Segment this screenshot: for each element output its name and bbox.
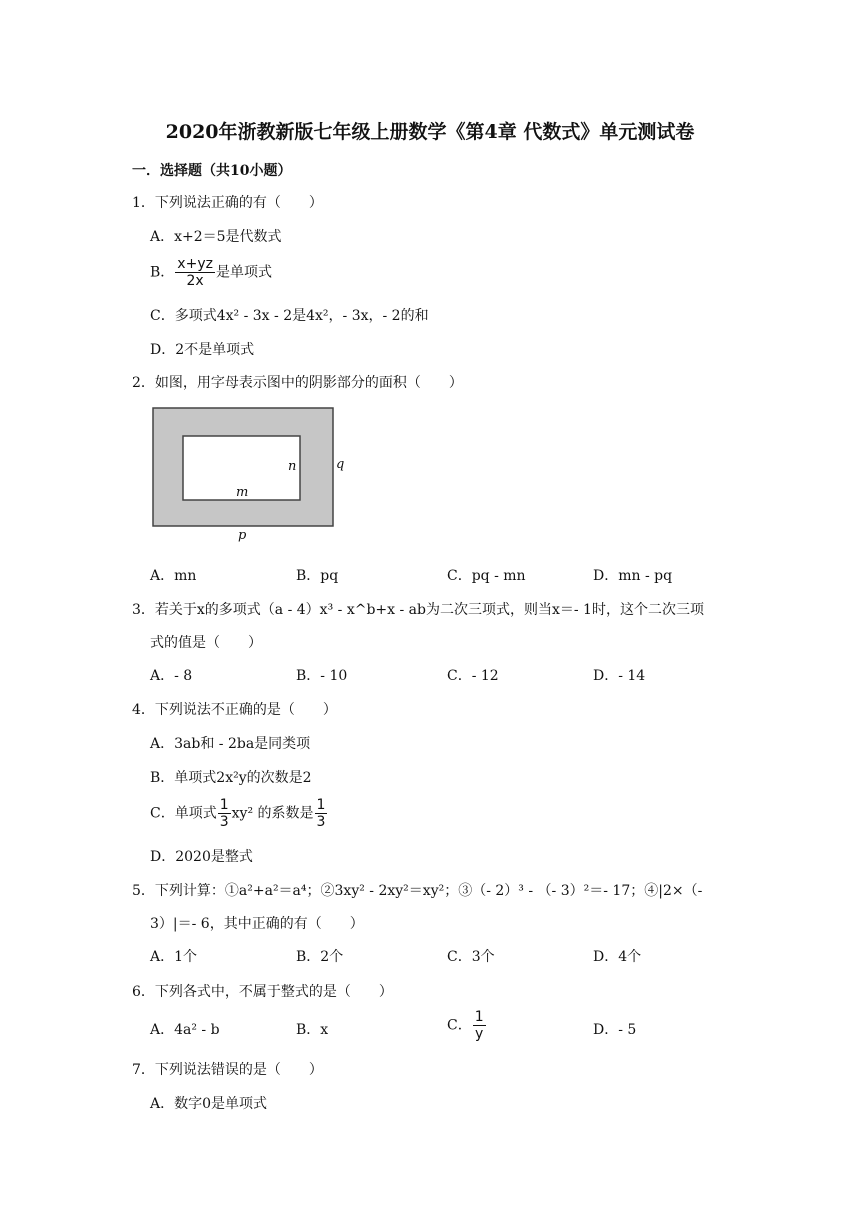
q5-option-c: C．3个 — [447, 949, 495, 965]
q3-option-a: A．- 8 — [150, 668, 193, 684]
q4-c-fraction-2: $\frac{1}{3}$ — [316, 797, 326, 830]
q2-option-a: A．mn — [150, 568, 197, 584]
question-4-stem: 4．下列说法不正确的是（ ） — [132, 702, 337, 718]
q6-c-fraction: $\frac{1}{y}$ — [474, 1009, 484, 1042]
label-n: n — [288, 459, 297, 474]
question-2-stem: 2．如图，用字母表示图中的阴影部分的面积（ ） — [132, 375, 463, 391]
question-7-stem: 7．下列说法错误的是（ ） — [132, 1062, 323, 1078]
q5-option-b: B．2个 — [296, 949, 344, 965]
q6-option-a: A．4a² - b — [150, 1022, 220, 1038]
q1-option-b: B． $\frac{x+yz}{2x}$ 是单项式 — [150, 256, 272, 289]
label-m: m — [236, 485, 249, 500]
q1-b-fraction: $\frac{x+yz}{2x}$ — [177, 256, 213, 289]
q4-option-b: B．单项式2x²y的次数是2 — [150, 770, 312, 786]
q7-option-a: A．数字0是单项式 — [150, 1096, 268, 1112]
q6-option-b: B．x — [296, 1022, 329, 1038]
section-heading: 一．选择题（共10小题） — [132, 163, 292, 179]
question-1-stem: 1．下列说法正确的有（ ） — [132, 195, 323, 211]
q2-figure — [150, 403, 350, 548]
label-q: q — [336, 457, 345, 472]
question-6-stem: 6．下列各式中，不属于整式的是（ ） — [132, 984, 393, 1000]
q3-option-d: D．- 14 — [593, 668, 646, 684]
question-3-stem-line2: 式的值是（ ） — [150, 635, 262, 651]
q4-option-d: D．2020是整式 — [150, 849, 253, 865]
question-5-stem-line1: 5．下列计算：①a²+a²＝a⁴；②3xy² - 2xy²＝xy²；③（- 2）³ - （- 3）²＝- 17；④|2×（- — [132, 883, 703, 899]
shaded-rectangle-diagram — [150, 403, 350, 548]
q6-option-d: D．- 5 — [593, 1022, 637, 1038]
q4-option-c: C．单项式 $\frac{1}{3}$ xy² 的系数是 $\frac{1}{3}$ — [150, 797, 326, 830]
q3-option-b: B．- 10 — [296, 668, 348, 684]
q5-option-d: D．4个 — [593, 949, 642, 965]
q2-option-d: D．mn - pq — [593, 568, 673, 584]
page-title: 2020年浙教新版七年级上册数学《第4章 代数式》单元测试卷 — [165, 121, 695, 143]
q1-option-a: A．x+2＝5是代数式 — [150, 229, 282, 245]
question-5-stem-line2: 3）|＝- 6，其中正确的有（ ） — [150, 916, 364, 932]
q4-c-fraction-1: $\frac{1}{3}$ — [219, 797, 229, 830]
q2-option-b: B．pq — [296, 568, 339, 584]
q1-option-c: C．多项式4x² - 3x - 2是4x²，- 3x，- 2的和 — [150, 308, 429, 324]
q6-option-c: C． $\frac{1}{y}$ — [447, 1009, 484, 1042]
q1-option-d: D．2不是单项式 — [150, 342, 255, 358]
q2-option-c: C．pq - mn — [447, 568, 526, 584]
q3-option-c: C．- 12 — [447, 668, 499, 684]
label-p: p — [238, 528, 247, 543]
question-3-stem-line1: 3．若关于x的多项式（a - 4）x³ - x^b+x - ab为二次三项式，则当x＝- 1时，这个二次三项 — [132, 602, 704, 618]
q4-option-a: A．3ab和 - 2ba是同类项 — [150, 736, 311, 752]
q5-option-a: A．1个 — [150, 949, 198, 965]
